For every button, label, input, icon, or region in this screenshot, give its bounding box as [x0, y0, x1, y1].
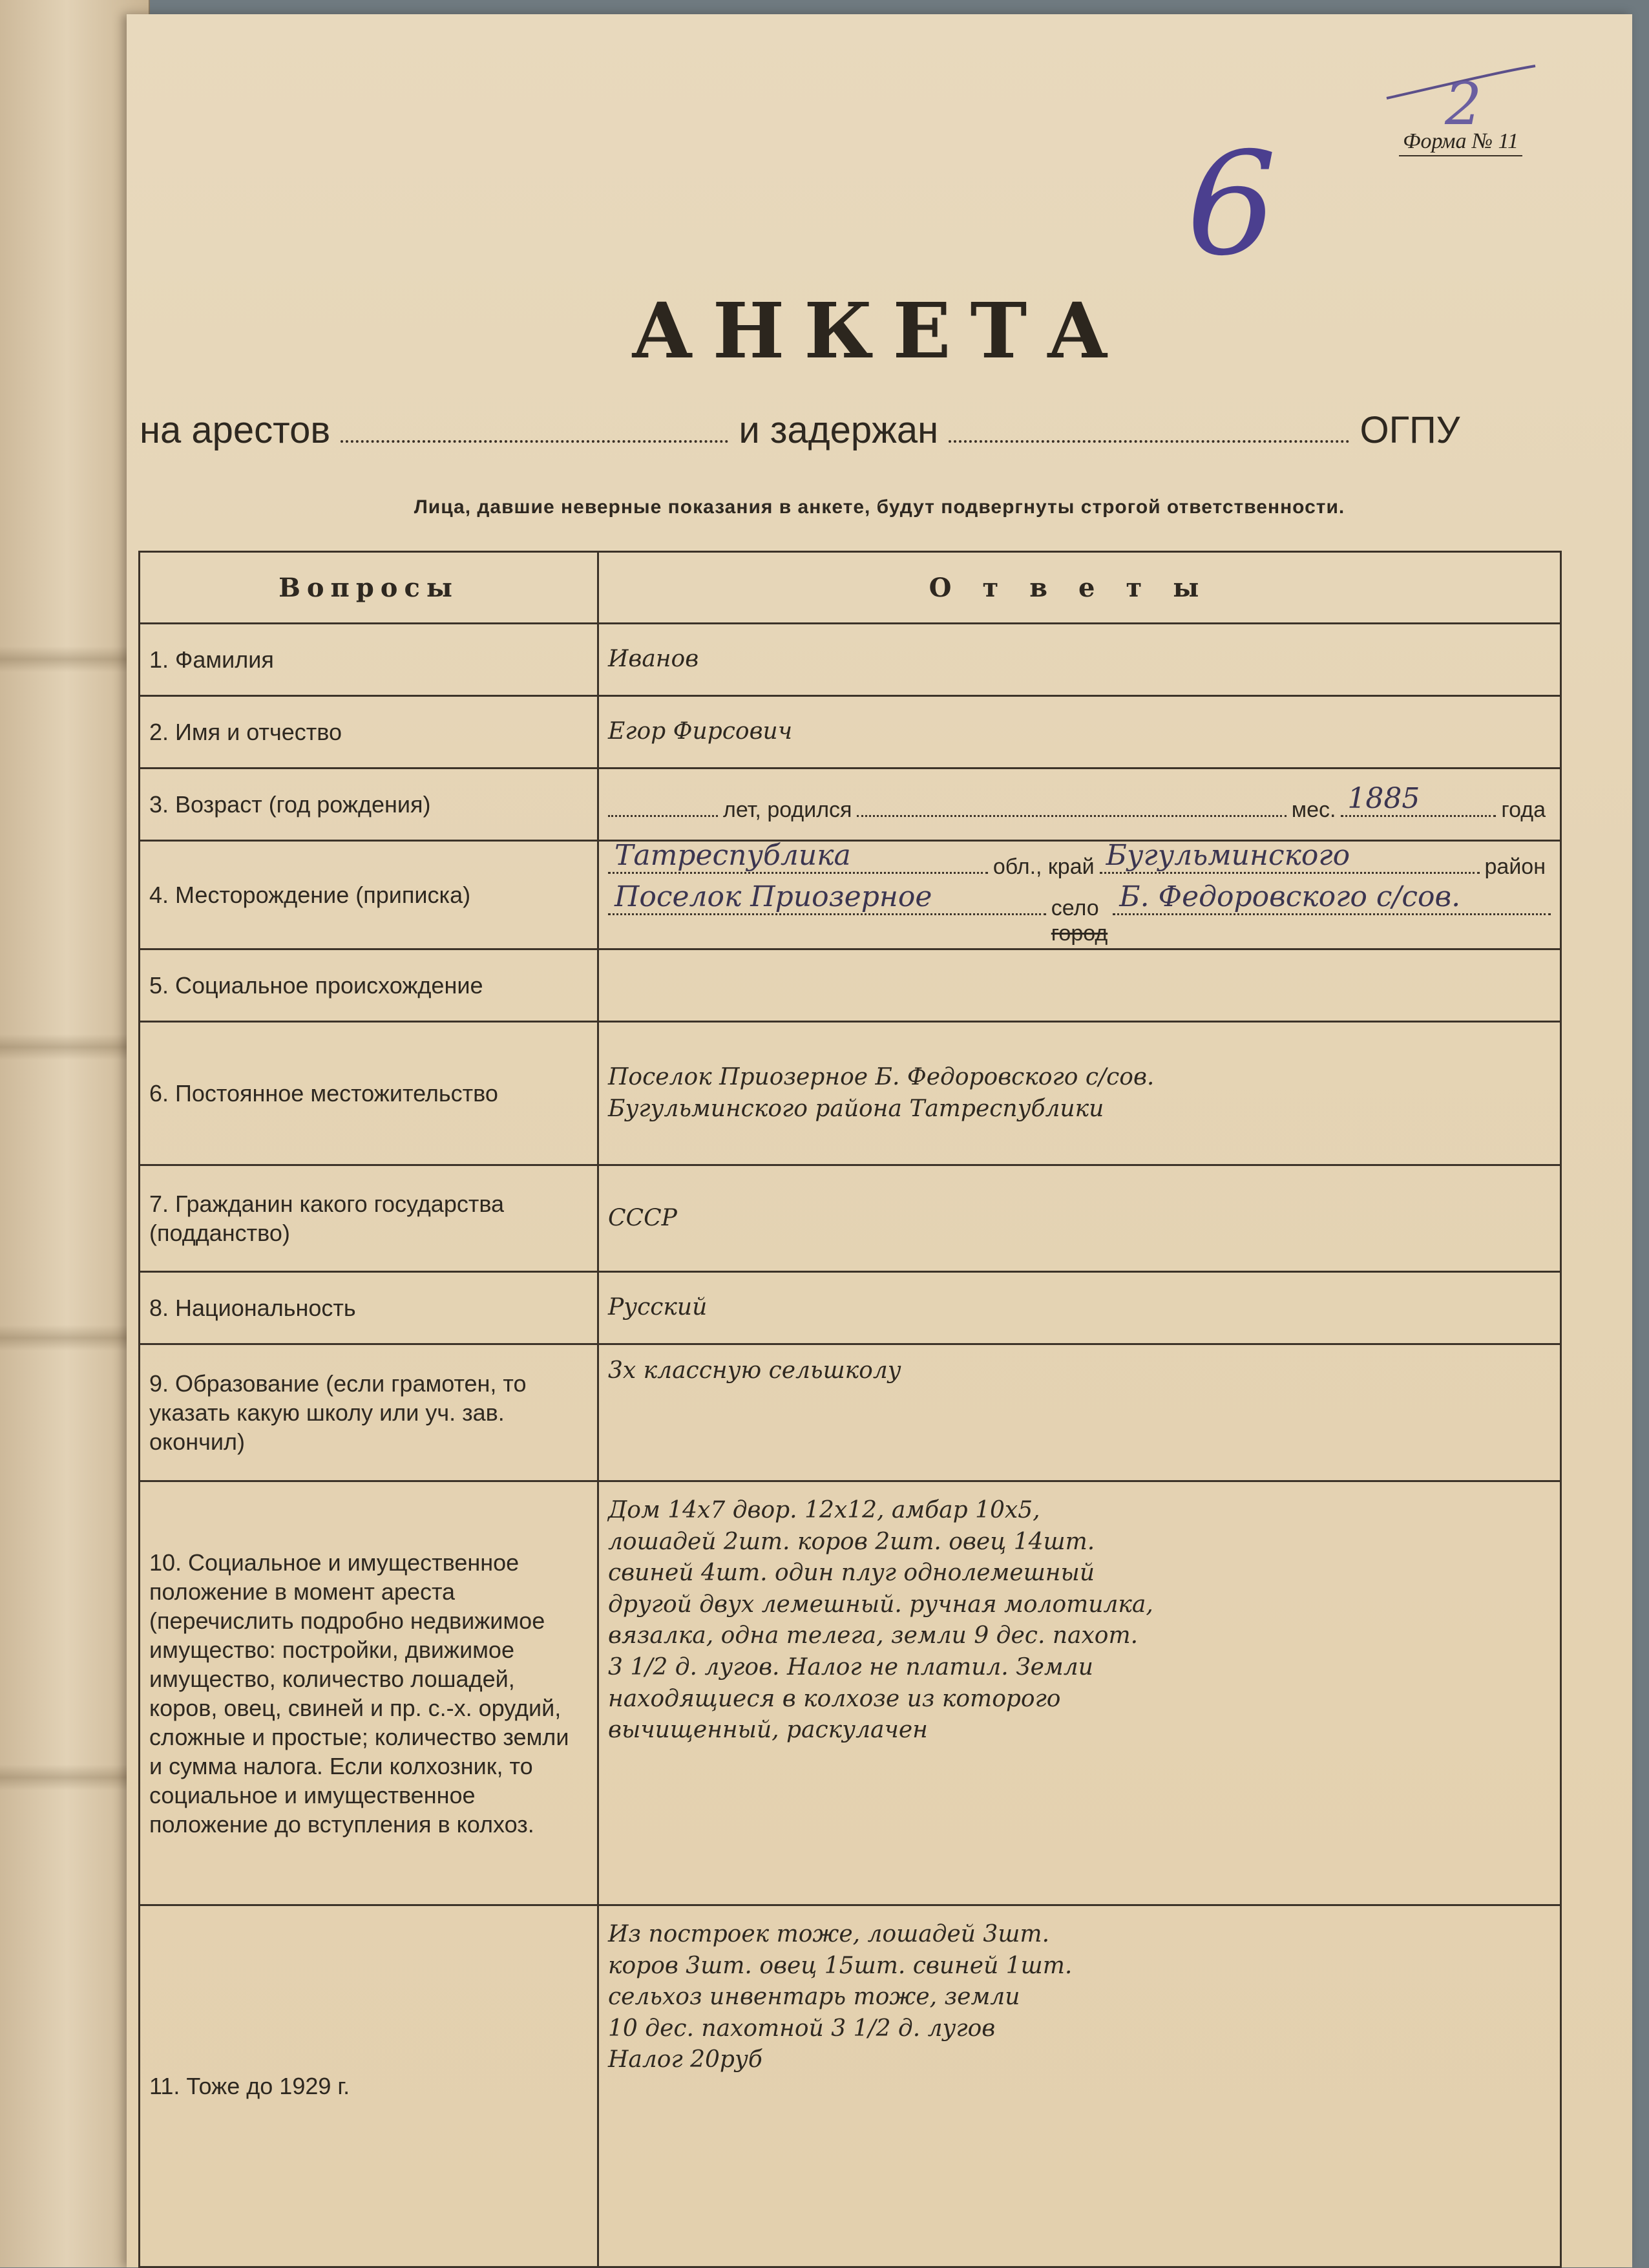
label-obl: обл., край [993, 854, 1095, 879]
table-row [140, 841, 1561, 949]
question-10: 10. Социальное и имущественное положение в момент ареста (перечислить подробно недвижимое имущество: постройки, движимое имущество, количество лошадей, коров, овец, свиней и пр. с.-х. орудий, сложные и простые; количество земли и сумма налога. Если колхозник, то социальное и имущественное положение до вступления в колхоз. [140, 1481, 598, 1905]
property-line: свиней 4шт. один плуг однолемешный [608, 1560, 1095, 1587]
table-row [140, 696, 1561, 768]
property-1929-line: Из построек тоже, лошадей 3шт. [608, 1921, 1050, 1947]
table-row [140, 768, 1561, 841]
table-row [140, 1344, 1561, 1481]
label-month: мес. [1291, 797, 1336, 822]
birth-district: Бугульминского [1106, 839, 1350, 872]
subtitle-part1: на арестов [140, 409, 331, 451]
subtitle [140, 408, 1548, 452]
property-line: находящиеся в колхозе из которого [608, 1685, 1061, 1712]
label-year: года [1501, 797, 1546, 822]
birth-village: Поселок Приозерное [614, 880, 932, 913]
page-title: АНКЕТА [631, 286, 1128, 376]
birth-region: Татреспублика [614, 839, 851, 872]
question-6: 6. Постоянное местожительство [140, 1022, 598, 1165]
subtitle-part3: ОГПУ [1360, 409, 1460, 451]
answer-birthplace[interactable] [598, 841, 1561, 949]
question-4: 4. Месторождение (приписка) [140, 841, 598, 949]
property-1929-line: 10 дес. пахотной 3 1/2 д. лугов [608, 2015, 996, 2042]
question-8: 8. Национальность [140, 1272, 598, 1344]
answer-residence[interactable] [598, 1022, 1561, 1165]
detention-field[interactable] [949, 440, 1349, 443]
answer-name[interactable]: Егор Фирсович [598, 696, 1561, 768]
answer-citizenship[interactable]: СССР [598, 1165, 1561, 1272]
answer-nationality[interactable]: Русский [598, 1272, 1561, 1344]
table-row [140, 949, 1561, 1022]
question-3: 3. Возраст (год рождения) [140, 768, 598, 841]
answer-age[interactable] [598, 768, 1561, 841]
pencil-mark: 2 [1445, 70, 1482, 131]
answer-property-at-arrest[interactable] [598, 1481, 1561, 1905]
answer-property-1929[interactable] [598, 1905, 1561, 2267]
table-row [140, 1272, 1561, 1344]
residence-line-2: Бугульминского района Татреспублики [608, 1095, 1104, 1122]
birth-volost: Б. Федоровского с/сов. [1119, 880, 1461, 913]
property-line: вычищенный, раскулачен [608, 1717, 928, 1744]
ink-mark: 6 [1186, 124, 1277, 279]
header-answers: Ответы [598, 552, 1561, 624]
residence-line-1: Поселок Приозерное Б. Федоровского с/сов. [608, 1063, 1155, 1090]
ink-page-number [1173, 124, 1303, 279]
header-questions: Вопросы [140, 552, 598, 624]
question-2: 2. Имя и отчество [140, 696, 598, 768]
table-row [140, 1905, 1561, 2267]
answer-education[interactable]: 3х классную сельшколу [598, 1344, 1561, 1481]
property-line: лошадей 2шт. коров 2шт. овец 14шт. [608, 1528, 1095, 1555]
question-11: 11. Тоже до 1929 г. [140, 1905, 598, 2267]
table-row [140, 1481, 1561, 1905]
table-row [140, 624, 1561, 696]
table-header [140, 552, 1561, 624]
pencil-page-number [1348, 53, 1542, 131]
table-row [140, 1165, 1561, 1272]
birth-year: 1885 [1347, 781, 1420, 815]
questionnaire-table [138, 551, 1562, 2268]
label-selo: село город [1051, 896, 1108, 946]
question-9: 9. Образование (если грамотен, то указать какую школу или уч. зав. окончил) [140, 1344, 598, 1481]
property-1929-line: сельхоз инвентарь тоже, земли [608, 1984, 1020, 2011]
property-line: 3 1/2 д. лугов. Налог не платил. Земли [608, 1653, 1093, 1680]
property-1929-line: коров 3шт. овец 15шт. свиней 1шт. [608, 1952, 1073, 1979]
questionnaire-page [127, 14, 1632, 2267]
arrest-field[interactable] [341, 440, 728, 443]
label-rayon: район [1484, 854, 1546, 879]
question-7: 7. Гражданин какого государства (подданство) [140, 1165, 598, 1272]
answer-surname[interactable]: Иванов [598, 624, 1561, 696]
property-line: вязалка, одна телега, земли 9 дес. пахот. [608, 1622, 1139, 1649]
property-line: Дом 14х7 двор. 12х12, амбар 10х5, [608, 1497, 1040, 1523]
form-number: Форма № 11 [1399, 129, 1522, 156]
answer-social-origin[interactable] [598, 949, 1561, 1022]
warning-text: Лица, давшие неверные показания в анкете, будут подвергнуты строгой ответственности. [414, 496, 1345, 518]
property-1929-line: Налог 20руб [608, 2046, 762, 2073]
question-5: 5. Социальное происхождение [140, 949, 598, 1022]
table-row [140, 1022, 1561, 1165]
property-line: другой двух лемешный. ручная молотилка, [608, 1591, 1153, 1618]
label-years: лет, родился [723, 797, 852, 822]
subtitle-part2: и задержан [739, 409, 939, 451]
question-1: 1. Фамилия [140, 624, 598, 696]
